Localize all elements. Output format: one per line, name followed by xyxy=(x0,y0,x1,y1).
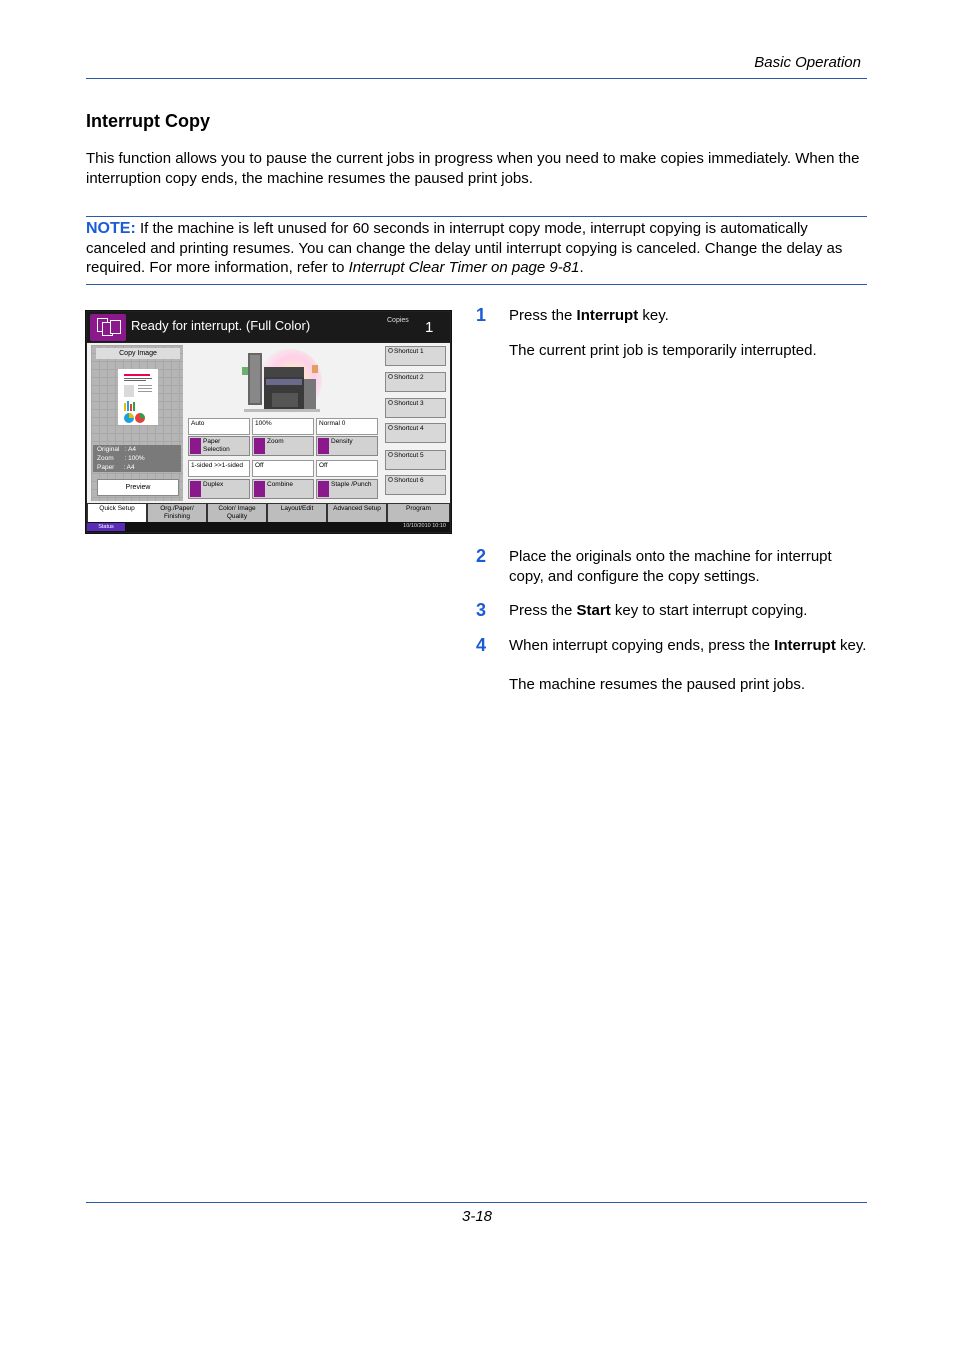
copies-label: Copies xyxy=(387,317,409,324)
note-bottom-rule xyxy=(86,284,867,285)
info-original: Original : A4 xyxy=(93,445,181,454)
shortcut-6-button[interactable]: Shortcut 6 xyxy=(385,475,446,495)
copy-image-label: Copy Image xyxy=(96,348,180,359)
density-value: Normal 0 xyxy=(316,418,378,435)
panel-datetime: 10/10/2010 10:10 xyxy=(403,523,446,529)
shortcut-2-button[interactable]: Shortcut 2 xyxy=(385,372,446,392)
tab-layout-edit[interactable]: Layout/Edit xyxy=(268,504,326,522)
duplex-value: 1-sided >>1-sided xyxy=(188,460,250,477)
tab-advanced-setup[interactable]: Advanced Setup xyxy=(328,504,386,522)
zoom-value: 100% xyxy=(252,418,314,435)
paper-selection-value: Auto xyxy=(188,418,250,435)
preview-button[interactable]: Preview xyxy=(97,479,179,496)
copy-mode-icon xyxy=(90,314,126,341)
expand-icon xyxy=(254,438,265,454)
step-3-number: 3 xyxy=(476,600,487,620)
shortcut-1-button[interactable]: Shortcut 1 xyxy=(385,346,446,366)
copy-image-area xyxy=(91,345,183,501)
info-paper: Paper : A4 xyxy=(93,463,181,472)
panel-tab-bar xyxy=(87,503,450,522)
zoom-button[interactable]: Zoom xyxy=(252,436,314,456)
copies-value: 1 xyxy=(425,319,434,336)
header-rule xyxy=(86,78,867,79)
note-top-rule xyxy=(86,216,867,217)
shortcut-4-button[interactable]: Shortcut 4 xyxy=(385,423,446,443)
tab-program[interactable]: Program xyxy=(388,504,449,522)
combine-button[interactable]: Combine xyxy=(252,479,314,499)
density-button[interactable]: Density xyxy=(316,436,378,456)
note-end: . xyxy=(579,259,584,276)
note-box xyxy=(86,219,871,278)
shortcut-3-button[interactable]: Shortcut 3 xyxy=(385,398,446,418)
staple-punch-button[interactable]: Staple /Punch xyxy=(316,479,378,499)
panel-message: Ready for interrupt. (Full Color) xyxy=(131,318,311,333)
step-1-number: 1 xyxy=(476,305,487,325)
note-label: NOTE: xyxy=(86,220,136,237)
panel-top-bar xyxy=(87,312,450,342)
expand-icon xyxy=(190,438,201,454)
duplex-button[interactable]: Duplex xyxy=(188,479,250,499)
header-section-title: Basic Operation xyxy=(754,54,861,71)
note-text: If the machine is left unused for 60 seconds in interrupt copy mode, interrupt copying is automatically canceled and printing resumes. You can change the delay until interrupt copying is canceled. Change the delay as required. For more information, refer to xyxy=(86,220,843,276)
step-3-text: Press the Start key to start interrupt copying. xyxy=(509,602,808,619)
document-thumbnail-icon xyxy=(118,369,158,425)
status-button[interactable]: Status xyxy=(87,523,125,531)
step-4-number: 4 xyxy=(476,635,487,655)
tab-color-image-quality[interactable]: Color/ Image Quality xyxy=(208,504,266,522)
page-title: Interrupt Copy xyxy=(86,111,210,131)
page-number: 3-18 xyxy=(461,1208,493,1225)
note-reference: Interrupt Clear Timer on page 9-81 xyxy=(348,259,580,276)
expand-icon xyxy=(318,481,329,497)
step-1-detail: The current print job is temporarily interrupted. xyxy=(509,342,817,359)
expand-icon xyxy=(318,438,329,454)
step-2-text: Place the originals onto the machine for interrupt copy, and configure the copy settings. xyxy=(509,548,832,585)
expand-icon xyxy=(254,481,265,497)
machine-illustration-icon xyxy=(242,349,322,417)
intro-paragraph: This function allows you to pause the current jobs in progress when you need to make copies immediately. When the interruption copy ends, the machine resumes the paused print jobs. xyxy=(86,150,860,187)
info-zoom: Zoom : 100% xyxy=(93,454,181,463)
panel-body xyxy=(87,343,450,503)
paper-selection-button[interactable]: Paper Selection xyxy=(188,436,250,456)
step-2-number: 2 xyxy=(476,546,487,566)
footer-rule xyxy=(86,1202,867,1203)
tab-quick-setup[interactable]: Quick Setup xyxy=(88,504,146,522)
shortcut-5-button[interactable]: Shortcut 5 xyxy=(385,450,446,470)
combine-value: Off xyxy=(252,460,314,477)
staple-value: Off xyxy=(316,460,378,477)
step-1-text: Press the Interrupt key. xyxy=(509,307,669,324)
tab-org-paper-finishing[interactable]: Org./Paper/ Finishing xyxy=(148,504,206,522)
copy-panel-screen xyxy=(85,310,452,534)
panel-status-bar xyxy=(87,522,450,532)
step-4-detail: The machine resumes the paused print jobs. xyxy=(509,676,805,693)
expand-icon xyxy=(190,481,201,497)
step-4-text: When interrupt copying ends, press the Interrupt key. xyxy=(509,637,867,654)
